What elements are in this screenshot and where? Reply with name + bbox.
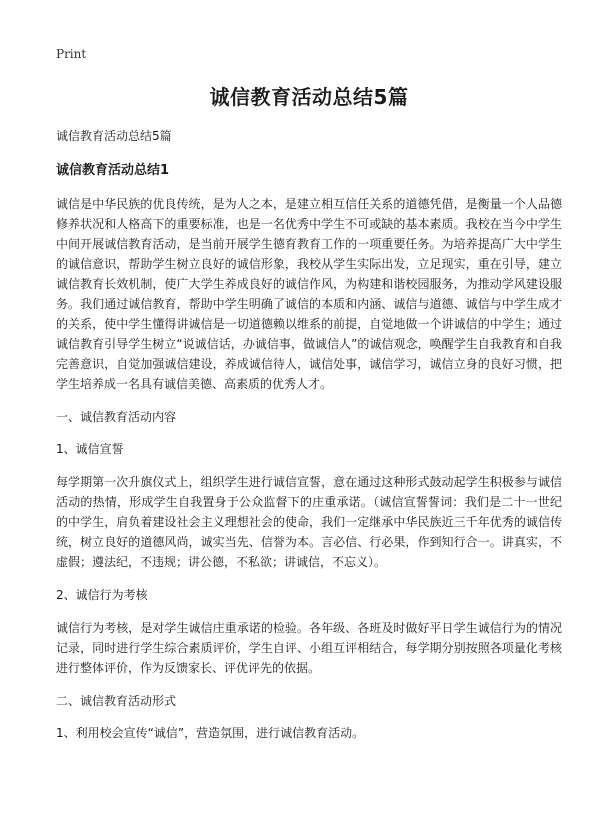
assessment-paragraph: 诚信行为考核，是对学生诚信庄重承诺的检验。各年级、各班及时做好平日学生诚信行为的情况记录，同时进行学生综合素质评价，学生自评、小组互评相结合，每学期分别按照各项量化考核进行整体评价，作为反馈家长、评优评先的依据。	[56, 621, 562, 675]
heading-activity-content: 一、诚信教育活动内容	[56, 410, 177, 424]
heading-integrity-oath: 1、诚信宣誓	[56, 442, 124, 456]
document-subtitle: 诚信教育活动总结5篇	[56, 129, 172, 143]
intro-paragraph: 诚信是中华民族的优良传统，是为人之本，是建立相互信任关系的道德凭借，是衡量一个人品德修养状况和人格高下的重要标准，也是一名优秀中学生不可或缺的基本素质。我校在当今中学生中间开展诚信教育活动，是当前开展学生德育教育工作的一项重要任务。为培养提高广大中学生的诚信意识，帮助学生树立良好的诚信形象，我校从学生实际出发，立足现实，重在引导，建立诚信教育长效机制，使广大学生养成良好的诚信作风，为构建和谐校园服务，为推动学风建设服务。我们通过诚信教育，帮助中学生明确了诚信的本质和内涵、诚信与道德、诚信与中学生成才的关系，使中学生懂得讲诚信是一切道德赖以维系的前提，自觉地做一个讲诚信的中学生；通过诚信教育引导学生树立“说诚信话，办诚信事，做诚信人”的诚信观念，唤醒学生自我教育和自我完善意识，自觉加强诚信建设，养成诚信待人，诚信处事，诚信学习，诚信立身的良好习惯，把学生培养成一名具有诚信美德、高素质的优秀人才。	[56, 197, 562, 391]
heading-activity-form: 二、诚信教育活动形式	[56, 694, 177, 708]
campus-publicity-line: 1、利用校会宣传“诚信”，营造氛围，进行诚信教育活动。	[56, 726, 365, 740]
print-label[interactable]: Print	[56, 47, 87, 61]
document-title: 诚信教育活动总结5篇	[209, 85, 409, 109]
heading-behavior-assessment: 2、诚信行为考核	[56, 588, 148, 602]
oath-paragraph: 每学期第一次升旗仪式上，组织学生进行诚信宣誓，意在通过这种形式鼓动起学生积极参与诚信活动的热情，形成学生自我置身于公众监督下的庄重承诺。（诚信宣誓誓词：我们是二十一世纪的中学生，肩负着建设社会主义理想社会的使命，我们一定继承中华民族近三千年优秀的诚信传统，树立良好的道德风尚，诚实当先、信誉为本。言必信、行必果，作到知行合一。讲真实，不虚假；遵法纪，不违规；讲公德，不私欲；讲诚信，不忘义）。	[56, 475, 562, 569]
section-heading-1: 诚信教育活动总结1	[56, 163, 170, 178]
